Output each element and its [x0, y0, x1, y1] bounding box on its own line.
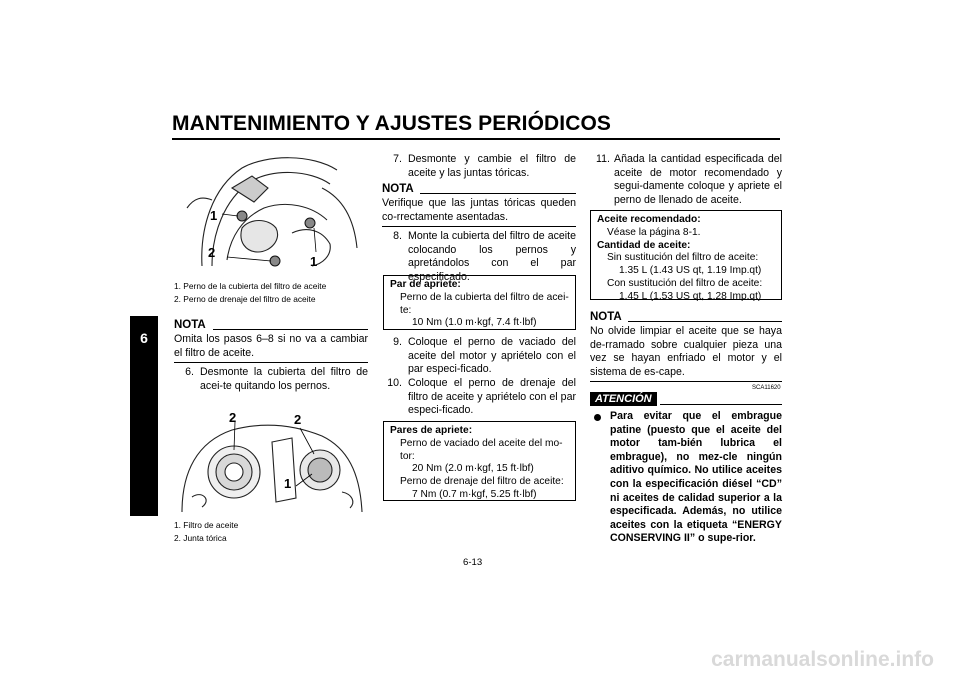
page-title: MANTENIMIENTO Y AJUSTES PERIÓDICOS [172, 112, 612, 135]
callout-2b: 2 [294, 412, 302, 427]
box-line: Perno de vaciado del aceite del mo- [400, 437, 563, 449]
watermark: carmanualsonline.info [711, 648, 934, 671]
step-number: 6. [185, 366, 194, 378]
section-code: SCA11620 [752, 385, 781, 391]
oil-spec-box [590, 210, 782, 300]
nota-rule [420, 193, 576, 194]
nota-end-rule [382, 226, 576, 227]
box-value: 10 Nm (1.0 m·kgf, 7.4 ft·lbf) [412, 317, 537, 329]
box-value: 20 Nm (2.0 m·kgf, 15 ft·lbf) [412, 463, 534, 475]
step-text: Añada la cantidad especificada del aceite de motor recomendado y segui-damente coloque y apriete el perno de llenado de aceite. [614, 153, 782, 206]
box-value: 7 Nm (0.7 m·kgf, 5.25 ft·lbf) [412, 488, 537, 500]
step-number: 10. [387, 377, 402, 389]
callout-1: 1 [284, 476, 292, 491]
fig1-caption-2: 2. Perno de drenaje del filtro de aceite [174, 293, 316, 304]
nota-rule [213, 329, 368, 330]
chapter-tab [130, 316, 158, 516]
atencion-rule [660, 404, 782, 405]
box-value: 1.45 L (1.53 US qt, 1.28 Imp.qt) [619, 290, 762, 302]
callout-1: 1 [210, 208, 218, 223]
atencion-text: Para evitar que el embrague patine (puesto que el aceite del motor tam-bién lubrica el embrague), no mez-cle ningún aditivo químico. No utilice aceites con la especificación diésel “CD” ni aceites de calidad superior a la especificada. Además, no utilice aceites con la etiqueta “ENERGY CONSERVING II” o supe-rior. [610, 410, 782, 545]
step-text: Monte la cubierta del filtro de aceite colocando los pernos y apretándolos con el par especificado. [408, 230, 576, 283]
torque-box-1 [383, 275, 576, 330]
step-text: Desmonte y cambie el filtro de aceite y las juntas tóricas. [408, 153, 576, 179]
page-number: 6-13 [463, 557, 483, 568]
fig2-caption-1: 1. Filtro de aceite [174, 520, 239, 530]
callout-2: 2 [208, 245, 216, 260]
step-number: 7. [393, 153, 402, 165]
nota-text: Omita los pasos 6–8 si no va a cambiar el filtro de aceite. [174, 333, 368, 359]
box-heading: Pares de apriete: [390, 425, 473, 436]
fig1-caption-1: 1. Perno de la cubierta del filtro de aceite [174, 281, 327, 291]
oil-filter-cover-diagram [172, 148, 367, 276]
fig2-captions [174, 519, 374, 544]
torque-box-2 [383, 421, 576, 501]
callout-2: 2 [229, 410, 237, 425]
box-heading: Cantidad de aceite: [597, 239, 691, 251]
box-line: Perno de la cubierta del filtro de acei- [400, 291, 569, 303]
box-line: tor: [400, 450, 415, 462]
nota-end-rule [174, 362, 368, 363]
nota-text: Verifique que las juntas tóricas queden co-rrectamente asentadas. [382, 197, 576, 223]
box-heading: Aceite recomendado: [597, 214, 701, 225]
step-text: Coloque el perno de drenaje del filtro de aceite y apriételo con el par especi-ficado. [408, 377, 576, 417]
nota-end-rule [590, 381, 782, 382]
atencion-label: ATENCIÓN [590, 392, 657, 406]
callout-1b: 1 [310, 254, 318, 269]
box-value: 1.35 L (1.43 US qt, 1.19 Imp.qt) [619, 265, 762, 277]
step-number: 8. [393, 230, 402, 242]
step-number: 9. [393, 336, 402, 348]
step-text: Coloque el perno de vaciado del aceite del motor y apriételo con el par especi-ficado. [408, 336, 576, 376]
step-text: Desmonte la cubierta del filtro de acei-te quitando los pernos. [200, 366, 368, 392]
box-line: Con sustitución del filtro de aceite: [607, 277, 763, 289]
box-line: Sin sustitución del filtro de aceite: [607, 252, 759, 264]
fig1-captions [174, 280, 374, 305]
step-number: 11. [596, 153, 610, 165]
box-line: Véase la página 8-1. [607, 226, 701, 238]
box-line: Perno de drenaje del filtro de aceite: [400, 476, 564, 488]
box-line: te: [400, 304, 412, 316]
fig2-caption-2: 2. Junta tórica [174, 532, 227, 543]
nota-label: NOTA [174, 319, 206, 331]
nota-label: NOTA [590, 311, 622, 323]
title-underline [172, 138, 780, 140]
box-heading: Par de apriete: [390, 279, 461, 290]
nota-text: No olvide limpiar el aceite que se haya de-rramado sobre cualquier pieza una vez se hayan enfriado el motor y el sistema de es-cape. [590, 325, 782, 378]
bullet-dot [594, 414, 601, 421]
nota-rule [628, 321, 782, 322]
oil-filter-o-ring-diagram [172, 402, 367, 518]
chapter-number: 6 [140, 330, 148, 346]
nota-label: NOTA [382, 183, 414, 195]
